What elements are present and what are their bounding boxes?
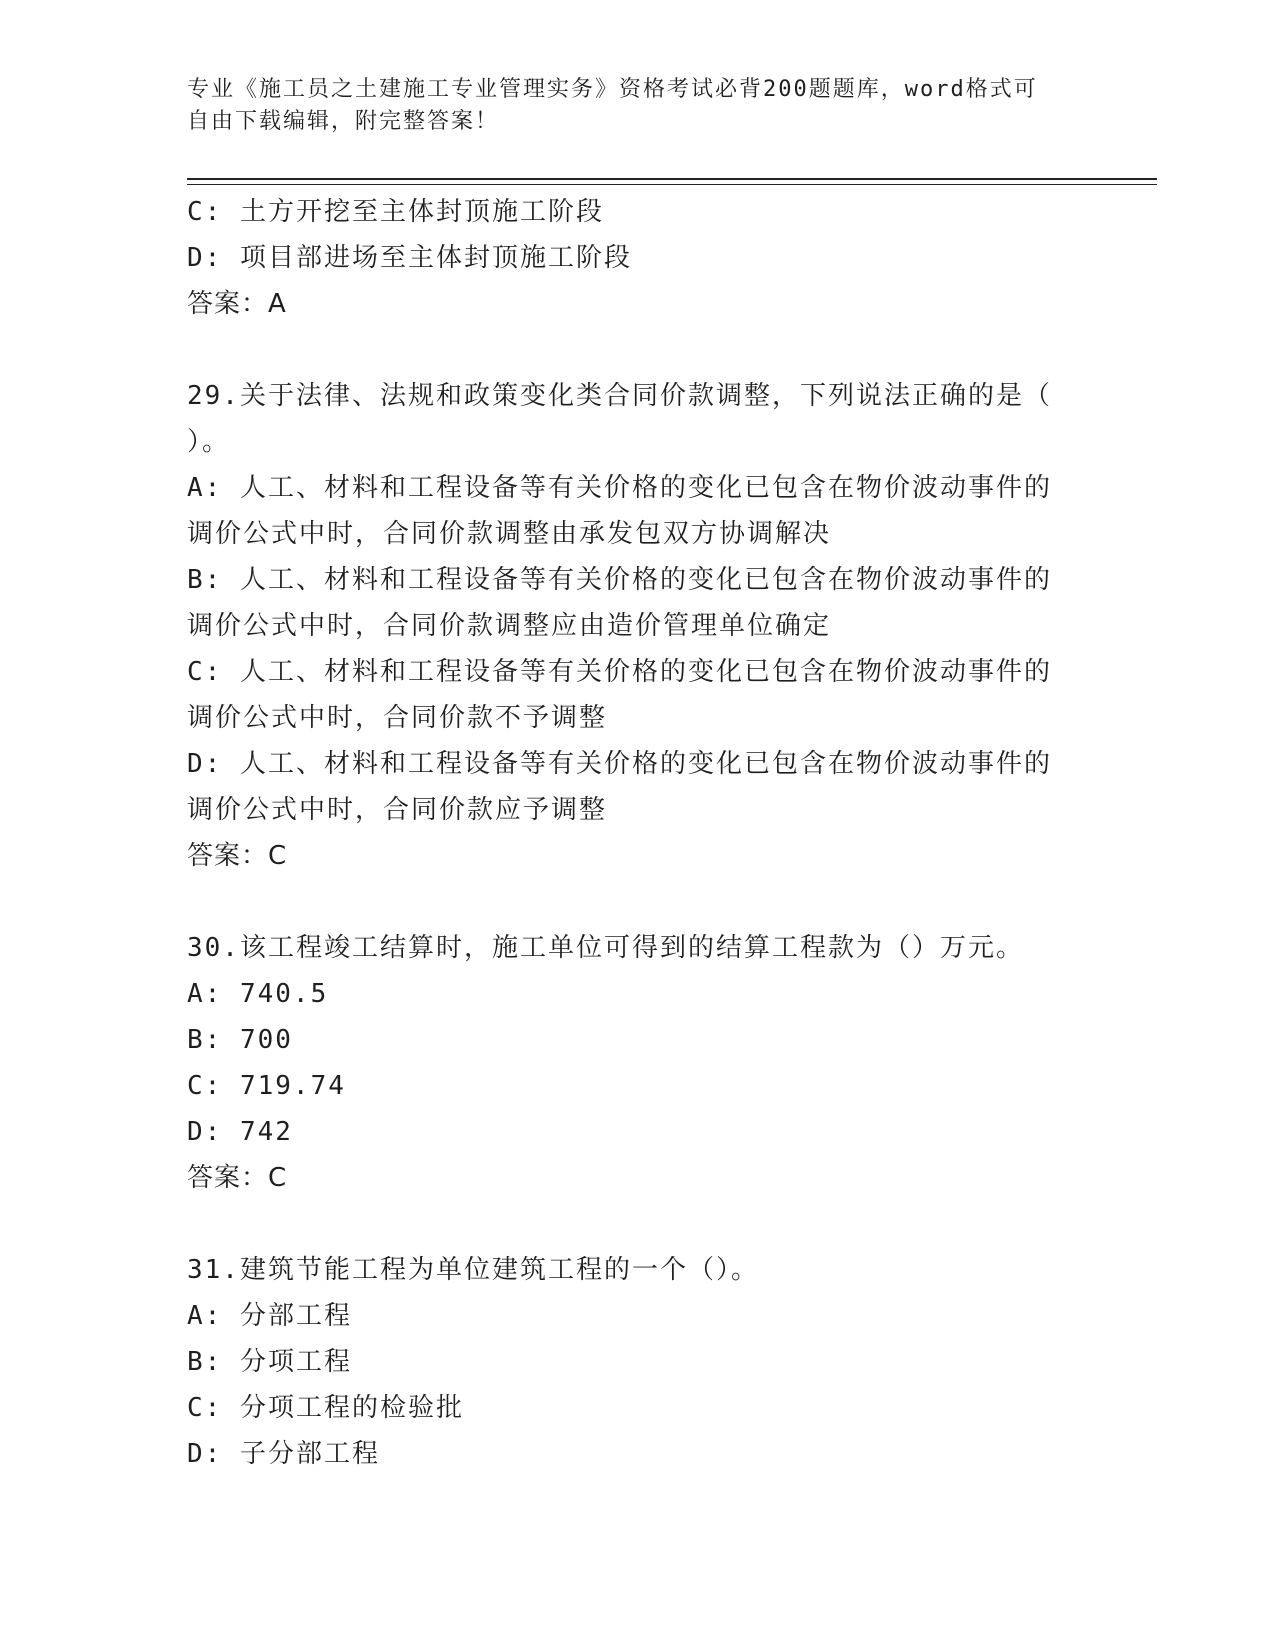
option-a: A: 人工、材料和工程设备等有关价格的变化已包含在物价波动事件的 [187, 473, 1052, 503]
question-stem: 29.关于法律、法规和政策变化类合同价款调整，下列说法正确的是（ [187, 381, 1052, 411]
option-b: B: 分项工程 [187, 1347, 352, 1377]
question-29 [187, 373, 1087, 879]
option-a-continued: 调价公式中时，合同价款调整由承发包双方协调解决 [187, 519, 832, 549]
option-a: A: 740.5 [187, 979, 329, 1009]
answer-line: 答案：A [187, 289, 287, 319]
question-stem: 31.建筑节能工程为单位建筑工程的一个（）。 [187, 1255, 759, 1285]
header-divider-thin [187, 184, 1157, 185]
spacer [187, 327, 1087, 373]
option-d: D: 人工、材料和工程设备等有关价格的变化已包含在物价波动事件的 [187, 749, 1052, 779]
spacer [187, 879, 1087, 925]
header-title-line-2: 自由下载编辑，附完整答案！ [187, 109, 500, 134]
option-b: B: 人工、材料和工程设备等有关价格的变化已包含在物价波动事件的 [187, 565, 1052, 595]
answer-line: 答案：C [187, 1163, 288, 1193]
option-a: A: 分部工程 [187, 1301, 352, 1331]
question-list [187, 189, 1087, 1477]
previous-question-tail [187, 189, 1087, 327]
question-stem: 30.该工程竣工结算时，施工单位可得到的结算工程款为（）万元。 [187, 933, 1024, 963]
option-d-continued: 调价公式中时，合同价款应予调整 [187, 795, 608, 825]
header-title-line-1: 专业《施工员之土建施工专业管理实务》资格考试必背200题题库，word格式可 [187, 77, 1038, 102]
question-stem-continued: ）。 [187, 427, 231, 457]
option-b: B: 700 [187, 1025, 293, 1055]
option-c-continued: 调价公式中时，合同价款不予调整 [187, 703, 608, 733]
question-30 [187, 925, 1087, 1201]
option-c: C: 人工、材料和工程设备等有关价格的变化已包含在物价波动事件的 [187, 657, 1052, 687]
option-d: D: 子分部工程 [187, 1439, 380, 1469]
option-c: C: 分项工程的检验批 [187, 1393, 464, 1423]
page-header [187, 74, 1067, 138]
option-c: C: 719.74 [187, 1071, 346, 1101]
option-b-continued: 调价公式中时，合同价款调整应由造价管理单位确定 [187, 611, 832, 641]
answer-line: 答案：C [187, 841, 288, 871]
spacer [187, 1201, 1087, 1247]
option-d: D: 项目部进场至主体封顶施工阶段 [187, 243, 632, 273]
header-divider-thick [187, 178, 1157, 180]
question-31 [187, 1247, 1087, 1477]
option-c: C: 土方开挖至主体封顶施工阶段 [187, 197, 604, 227]
option-d: D: 742 [187, 1117, 293, 1147]
